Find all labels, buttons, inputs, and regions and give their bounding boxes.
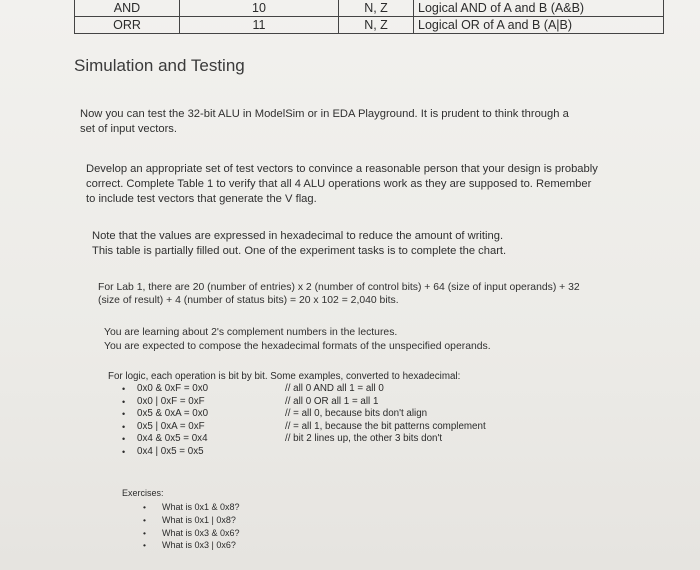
list-item: [108, 383, 460, 396]
logic-intro: For logic, each operation is bit by bit. Some examples, converted to hexadecimal:: [108, 371, 461, 382]
bullet-icon: •: [143, 502, 146, 512]
twos-complement-paragraph: [104, 326, 491, 354]
bullet-icon: •: [122, 396, 126, 407]
text-line: (size of result) + 4 (number of status bits) = 20 x 102 = 2,040 bits.: [98, 295, 399, 306]
list-item: [122, 527, 240, 540]
hex-note-paragraph: [92, 229, 506, 259]
logic-comment: // all 0 AND all 1 = all 0: [285, 383, 384, 394]
logic-expression: 0x5 & 0xA = 0x0: [137, 408, 209, 420]
logic-examples: [108, 371, 486, 459]
table-cell-flags: N, Z: [339, 17, 414, 34]
table-row: [75, 0, 664, 17]
text-line: correct. Complete Table 1 to verify that all 4 ALU operations work as they are supposed to. Remember: [86, 178, 592, 190]
logic-expression: 0x4 | 0x5 = 0x5: [137, 445, 204, 457]
alu-operations-table: [74, 0, 664, 34]
exercise-question: What is 0x1 | 0x8?: [162, 514, 236, 525]
list-item: [122, 514, 236, 527]
table-cell-description: Logical OR of A and B (A|B): [414, 17, 664, 34]
list-item: [108, 408, 460, 421]
text-line: You are learning about 2's complement numbers in the lectures.: [104, 327, 398, 338]
list-item: [108, 396, 460, 409]
logic-comment: // bit 2 lines up, the other 3 bits don't: [285, 433, 443, 445]
list-item: [108, 433, 460, 446]
bullet-icon: •: [122, 446, 126, 457]
table-cell-flags: N, Z: [339, 0, 414, 17]
exercise-question: What is 0x3 | 0x6?: [162, 540, 236, 551]
list-item: [122, 501, 240, 514]
exercise-question: What is 0x1 & 0x8?: [162, 502, 240, 512]
text-line: You are expected to compose the hexadecimal formats of the unspecified operands.: [104, 341, 491, 352]
logic-expression: 0x4 & 0x5 = 0x4: [137, 433, 208, 445]
text-line: to include test vectors that generate the V flag.: [86, 193, 317, 205]
logic-expression: 0x5 | 0xA = 0xF: [137, 420, 205, 432]
bullet-icon: •: [143, 527, 146, 538]
table-cell-control: 10: [180, 0, 339, 17]
table-row: [75, 17, 664, 34]
text-line: This table is partially filled out. One of the experiment tasks is to complete the chart.: [92, 245, 507, 257]
bit-count-paragraph: [98, 281, 580, 307]
table-cell-control: 11: [180, 17, 339, 34]
section-heading: Simulation and Testing: [74, 56, 245, 75]
logic-comment: // = all 0, because bits don't align: [285, 408, 428, 420]
logic-expression: 0x0 & 0xF = 0x0: [137, 383, 209, 394]
logic-comment: // = all 1, because the bit patterns complement: [285, 420, 486, 432]
exercises-title: Exercises:: [122, 488, 164, 498]
table-cell-description: Logical AND of A and B (A&B): [414, 0, 664, 17]
bullet-icon: •: [122, 409, 126, 420]
table-cell-operation: AND: [75, 0, 180, 17]
text-line: set of input vectors.: [80, 123, 178, 135]
text-line: Note that the values are expressed in hexadecimal to reduce the amount of writing.: [92, 230, 504, 242]
logic-comment: // all 0 OR all 1 = all 1: [285, 395, 379, 407]
bullet-icon: •: [122, 384, 126, 394]
text-line: For Lab 1, there are 20 (number of entries) x 2 (number of control bits) + 64 (size of input operands) + 32: [98, 282, 580, 293]
exercise-question: What is 0x3 & 0x6?: [162, 527, 240, 538]
bullet-icon: •: [143, 540, 146, 551]
bullet-icon: •: [122, 421, 126, 432]
bullet-icon: •: [143, 514, 146, 525]
logic-expression: 0x0 | 0xF = 0xF: [137, 395, 205, 407]
bullet-icon: •: [122, 434, 126, 445]
list-item: [108, 446, 460, 459]
list-item: [122, 539, 236, 552]
intro-paragraph: [80, 107, 569, 137]
exercises-section: [122, 487, 240, 552]
test-vectors-paragraph: [86, 162, 598, 207]
table-cell-operation: ORR: [75, 17, 180, 34]
text-line: Now you can test the 32-bit ALU in ModelSim or in EDA Playground. It is prudent to think through a: [80, 108, 569, 120]
text-line: Develop an appropriate set of test vectors to convince a reasonable person that your design is probably: [86, 163, 598, 175]
list-item: [108, 420, 486, 434]
